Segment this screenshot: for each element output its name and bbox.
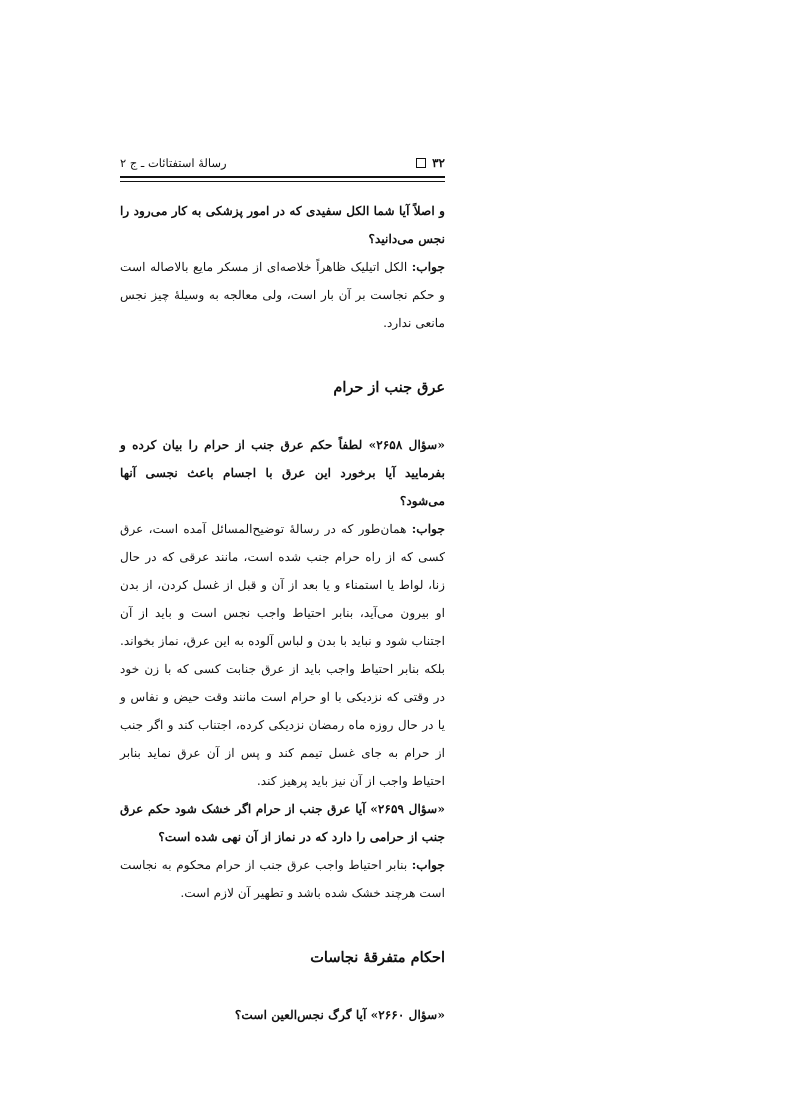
page-number-group — [416, 156, 445, 170]
answer-label: جواب: — [411, 858, 445, 872]
page-body — [120, 197, 445, 1029]
section-heading: احکام متفرقهٔ نجاسات — [310, 949, 445, 966]
answer-paragraph — [120, 253, 445, 337]
question-2660: «سؤال ۲۶۶۰» آیا گرگ نجس‌العین است؟ — [234, 1008, 445, 1022]
square-ornament-icon — [416, 158, 426, 168]
running-title: رسالهٔ استفتائات ـ ج ۲ — [120, 156, 227, 170]
answer-2658 — [120, 515, 445, 795]
answer-text: همان‌طور که در رسالهٔ توضیح‌المسائل آمده است، عرق کسی که از راه حرام جنب شده است، مانند عرقی که در حال زنا، لواط یا استمناء و یا بعد از آن و قبل از غسل کردن، از بدن او بیرون می‌آید، بنابر احتیاط واجب نجس است و باید از آن اجتناب شود و نباید با بدن و لباس آلوده به این عرق، نماز بخواند. بلکه بنابر احتیاط واجب باید از عرق جنابت کسی که با زن خود در وقتی که نزدیکی با او حرام است مانند وقت حیض و نفاس و یا در حال روزه ماه رمضان نزدیکی کرده، اجتناب کند و اگر جنب از حرام به جای غسل تیمم کند و پس از آن عرق نماید بنابر احتیاط واجب از آن نیز باید پرهیز کند. — [120, 522, 445, 788]
header-rule-thin — [120, 181, 445, 182]
answer-2659 — [120, 851, 445, 907]
document-page — [120, 0, 445, 1100]
answer-text: بنابر احتیاط واجب عرق جنب از حرام محکوم به نجاست است هرچند خشک شده باشد و تطهیر آن لازم است. — [120, 858, 445, 900]
header-rule-thick — [120, 176, 445, 178]
section-heading: عرق جنب از حرام — [333, 379, 445, 396]
answer-text: الکل اتیلیک ظاهراً خلاصه‌ای از مسکر مایع بالاصاله است و حکم نجاست بر آن بار است، ولی معالجه به وسیلهٔ چیز نجس مانعی ندارد. — [120, 260, 445, 330]
question-2659: «سؤال ۲۶۵۹» آیا عرق جنب از حرام اگر خشک شود حکم عرق جنب از حرامی را دارد که در نماز از آن نهی شده است؟ — [120, 802, 446, 844]
answer-label: جواب: — [411, 522, 445, 536]
question-2658: «سؤال ۲۶۵۸» لطفاً حکم عرق جنب از حرام را بیان کرده و بفرمایید آیا برخورد این عرق با اجسام باعث نجسی آنها می‌شود؟ — [120, 438, 446, 508]
page-header — [120, 148, 445, 170]
answer-label: جواب: — [411, 260, 445, 274]
question-text: و اصلاً آیا شما الکل سفیدی که در امور پزشکی به کار می‌رود را نجس می‌دانید؟ — [120, 204, 445, 246]
page-number: ۳۲ — [432, 156, 445, 170]
